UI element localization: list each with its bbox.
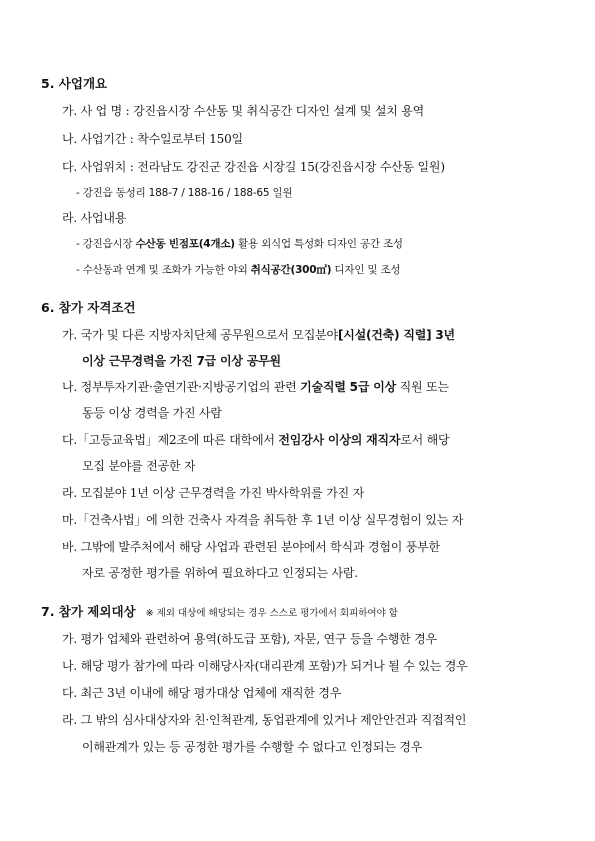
section-7-title — [41, 602, 398, 620]
text-run: 직원 또는 — [396, 380, 449, 394]
s5-item-da-sub: - 강진읍 동성리 188-7 / 188-16 / 188-65 일원 — [76, 187, 293, 199]
text-run: 활용 외식업 특성화 디자인 공간 조성 — [234, 238, 403, 250]
s5-item-da: 다. 사업위치 : 전라남도 강진군 강진읍 시장길 15(강진읍시장 수산동 일원) — [62, 160, 445, 174]
text-run: 로서 해당 — [400, 433, 450, 447]
emphasis-text: 기술직렬 5급 이상 — [300, 380, 396, 394]
section-5-title: 5. 사업개요 — [41, 76, 108, 91]
s6-item-ba: 바. 그밖에 발주처에서 해당 사업과 관련된 분야에서 학식과 경험이 풍부한 — [62, 540, 440, 554]
text-run: 디자인 및 조성 — [331, 264, 401, 276]
s6-item-da — [62, 431, 449, 448]
emphasis-text: 취식공간(300㎡) — [250, 264, 332, 276]
s6-item-ga-cont: 이상 근무경력을 가진 7급 이상 공무원 — [82, 354, 281, 368]
text-run: - 강진읍시장 — [76, 238, 136, 250]
s6-item-na — [62, 378, 449, 395]
emphasis-text: 전임강사 이상의 재직자 — [278, 433, 401, 447]
s7-item-ra-cont: 이해관계가 있는 등 공정한 평가를 수행할 수 없다고 인정되는 경우 — [82, 740, 423, 754]
section-6-title: 6. 참가 자격조건 — [41, 300, 136, 315]
s7-item-ga: 가. 평가 업체와 관련하여 용역(하도급 포함), 자문, 연구 등을 수행한 경우 — [62, 632, 437, 646]
s5-item-ga: 가. 사 업 명 : 강진읍시장 수산동 및 취식공간 디자인 설계 및 설치 용역 — [62, 104, 425, 118]
s6-item-na-cont: 동등 이상 경력을 가진 사람 — [82, 406, 222, 420]
s6-item-da-cont: 모집 분야를 전공한 자 — [82, 459, 196, 473]
s7-item-na: 나. 해당 평가 참가에 따라 이해당사자(대리관계 포함)가 되거나 될 수 있는 경우 — [62, 659, 468, 673]
text-run: - 수산동과 연계 및 조화가 가능한 야외 — [76, 264, 251, 276]
s5-item-ra: 라. 사업내용 — [62, 211, 127, 225]
s5-item-ra-sub2 — [76, 262, 400, 277]
text-run: 다.「고등교육법」제2조에 따른 대학에서 — [62, 433, 279, 447]
text-run: 나. 정부투자기관·출연기관·지방공기업의 관련 — [62, 380, 301, 394]
s6-item-ma: 마.「건축사법」에 의한 건축사 자격을 취득한 후 1년 이상 실무경험이 있는 자 — [62, 513, 464, 527]
text-run: 가. 국가 및 다른 지방자치단체 공무원으로서 모집분야 — [62, 328, 338, 342]
s5-item-na: 나. 사업기간 : 착수일로부터 150일 — [62, 132, 243, 146]
section-7-note: ※ 제외 대상에 해당되는 경우 스스로 평가에서 회피하여야 함 — [145, 608, 398, 619]
s6-item-ba-cont: 자로 공정한 평가를 위하여 필요하다고 인정되는 사람. — [82, 566, 358, 580]
s5-item-ra-sub1 — [76, 236, 403, 251]
s7-item-ra: 라. 그 밖의 심사대상자와 친·인척관계, 동업관계에 있거나 제안안건과 직접적인 — [62, 713, 467, 727]
emphasis-text: [시설(건축) 직렬] 3년 — [337, 328, 455, 342]
emphasis-text: 수산동 빈점포(4개소) — [135, 238, 235, 250]
s6-item-ra: 라. 모집분야 1년 이상 근무경력을 가진 박사학위를 가진 자 — [62, 486, 364, 500]
s6-item-ga — [62, 326, 455, 343]
section-7-heading: 7. 참가 제외대상 — [41, 604, 136, 619]
s7-item-da: 다. 최근 3년 이내에 해당 평가대상 업체에 재직한 경우 — [62, 686, 342, 700]
